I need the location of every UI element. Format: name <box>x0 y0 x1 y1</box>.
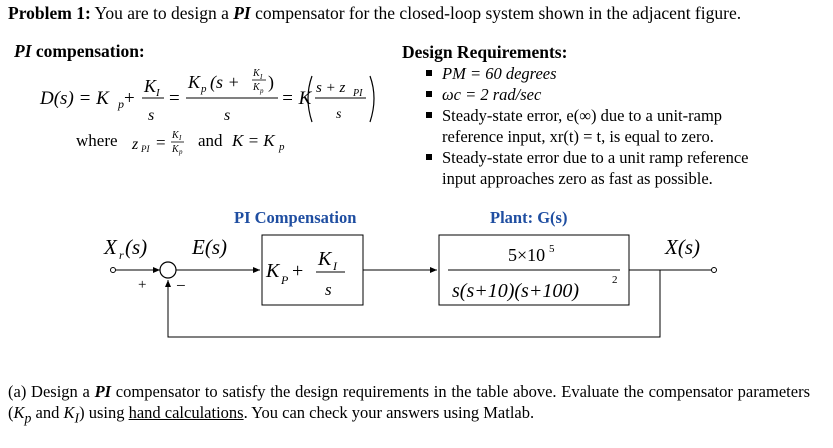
output-node <box>712 268 717 273</box>
req-ss-fast-cont-text: input approaches zero as fast as possible. <box>442 169 713 188</box>
eq-lhs-sub-p: p <box>118 97 124 111</box>
eq-ki-num: K <box>144 76 157 96</box>
design-heading: Design Requirements: <box>402 42 568 62</box>
part-a-tail: . You can check your answers using Matlab. <box>243 403 535 422</box>
eq-lhs: D(s) = K <box>40 88 109 109</box>
eq-big-paren-right <box>370 76 374 122</box>
plant-den-exp: 2 <box>612 274 618 286</box>
xr-sub: r <box>119 248 124 262</box>
plant-num: 5×10 <box>508 245 546 265</box>
problem-text-b: compensator for the closed-loop system shown in the adjacent figure. <box>250 3 742 23</box>
xr-label: X <box>104 235 117 259</box>
problem-statement <box>8 3 741 24</box>
eq-small-ki: K <box>253 68 260 79</box>
pi-ki: K <box>318 248 332 270</box>
eq-small-kp: K <box>253 82 260 93</box>
eq-kp-num-sub: p <box>201 83 207 95</box>
eq-paren-s: (s + <box>210 72 240 92</box>
xr-arg: (s) <box>125 235 148 259</box>
eq-small-ki-sub: I <box>260 73 263 81</box>
pi-s: s <box>325 280 332 299</box>
design-list <box>442 63 748 189</box>
req-ss-ramp-cont-text: reference input, xr(t) = t, is equal to zero. <box>442 127 714 146</box>
where-ki-sub: I <box>179 134 182 142</box>
part-a-pi: PI <box>94 382 112 401</box>
eq-z-sub: PI <box>353 88 363 99</box>
part-a <box>8 381 810 428</box>
part-a-kp-sub: p <box>24 410 32 426</box>
where-kp-letter: K <box>172 144 179 155</box>
es-label: E(s) <box>192 235 227 259</box>
bullet-icon <box>426 154 432 160</box>
req-wc-text: ωc = 2 rad/sec <box>442 85 542 104</box>
part-a-ki: K <box>63 403 75 422</box>
where-kp-subscript: p <box>279 141 285 153</box>
where-and: and <box>198 131 223 150</box>
eq-close-paren: ) <box>268 72 274 92</box>
bullet-icon <box>426 112 432 118</box>
where-kp-sub: p <box>179 148 183 156</box>
pi-kp: K <box>266 260 280 282</box>
part-a-mid: compensator to satisfy the design requirements in the table above. Evaluate the compensator parameters ( <box>8 382 810 422</box>
eq-equals-k: = K <box>281 88 312 109</box>
sum-plus-sign: + <box>138 277 147 293</box>
where-eq: = <box>156 133 166 152</box>
input-labels <box>100 230 260 266</box>
pi-kp-sub: P <box>281 273 289 287</box>
req-ss-fast-cont <box>442 168 748 189</box>
where-ki-letter: K <box>172 130 179 141</box>
problem-pi: PI <box>233 3 251 23</box>
where-z-sub: PI <box>141 144 150 154</box>
pi-heading-rest: compensation: <box>31 41 145 61</box>
eq-kp-num: K <box>188 72 201 92</box>
part-a-and: and <box>31 403 64 422</box>
eq-plus: + <box>124 88 135 109</box>
eq-equals-1: = <box>169 88 180 109</box>
req-ss-fast <box>442 147 748 168</box>
pi-compensation-label: PI Compensation <box>234 208 357 227</box>
eq-s-den-2: s <box>224 107 231 124</box>
output-label-wrap <box>663 230 743 266</box>
part-a-mid2: ) using <box>79 403 129 422</box>
eq-s-den-3: s <box>336 107 342 122</box>
plant-num-exp: 5 <box>549 243 555 255</box>
pi-ki-sub: I <box>333 259 337 273</box>
part-a-lead: (a) Design a <box>8 382 95 401</box>
req-ss-ramp <box>442 105 748 126</box>
problem-label: Problem 1: <box>8 3 91 23</box>
req-ss-fast-text: Steady-state error due to a unit ramp reference <box>442 148 749 167</box>
pi-heading-italic: PI <box>14 41 32 61</box>
input-node <box>111 268 116 273</box>
where-word: where <box>76 131 118 150</box>
sum-minus-sign: − <box>176 276 186 295</box>
where-line <box>70 124 320 160</box>
req-ss-ramp-text: Steady-state error, e(∞) due to a unit-ramp <box>442 106 723 125</box>
eq-ki-sub: I <box>156 87 160 99</box>
eq-s-den-1: s <box>148 107 155 124</box>
req-pm <box>442 63 748 84</box>
req-ss-ramp-cont <box>442 126 748 147</box>
bullet-icon <box>426 91 432 97</box>
req-pm-text: PM = 60 degrees <box>442 64 557 83</box>
pi-compensation-heading <box>14 41 145 62</box>
where-z: z <box>132 136 139 153</box>
eq-s-plus-z: s + z <box>316 80 346 96</box>
xs-label: X(s) <box>665 235 700 259</box>
part-a-ki-sub: I <box>74 410 80 426</box>
eq-small-kp-sub: p <box>260 87 264 95</box>
bullet-icon <box>426 70 432 76</box>
where-k-eq-kp: K = K <box>232 131 275 150</box>
pi-plus: + <box>292 260 304 282</box>
part-a-kp: K <box>13 403 25 422</box>
part-a-hand-calc: hand calculations <box>128 403 244 422</box>
problem-text-a: You are to design a <box>94 3 234 23</box>
plant-den: s(s+10)(s+100) <box>452 280 579 302</box>
req-wc <box>442 84 748 105</box>
plant-label: Plant: G(s) <box>490 208 568 227</box>
pi-equation <box>20 62 400 132</box>
